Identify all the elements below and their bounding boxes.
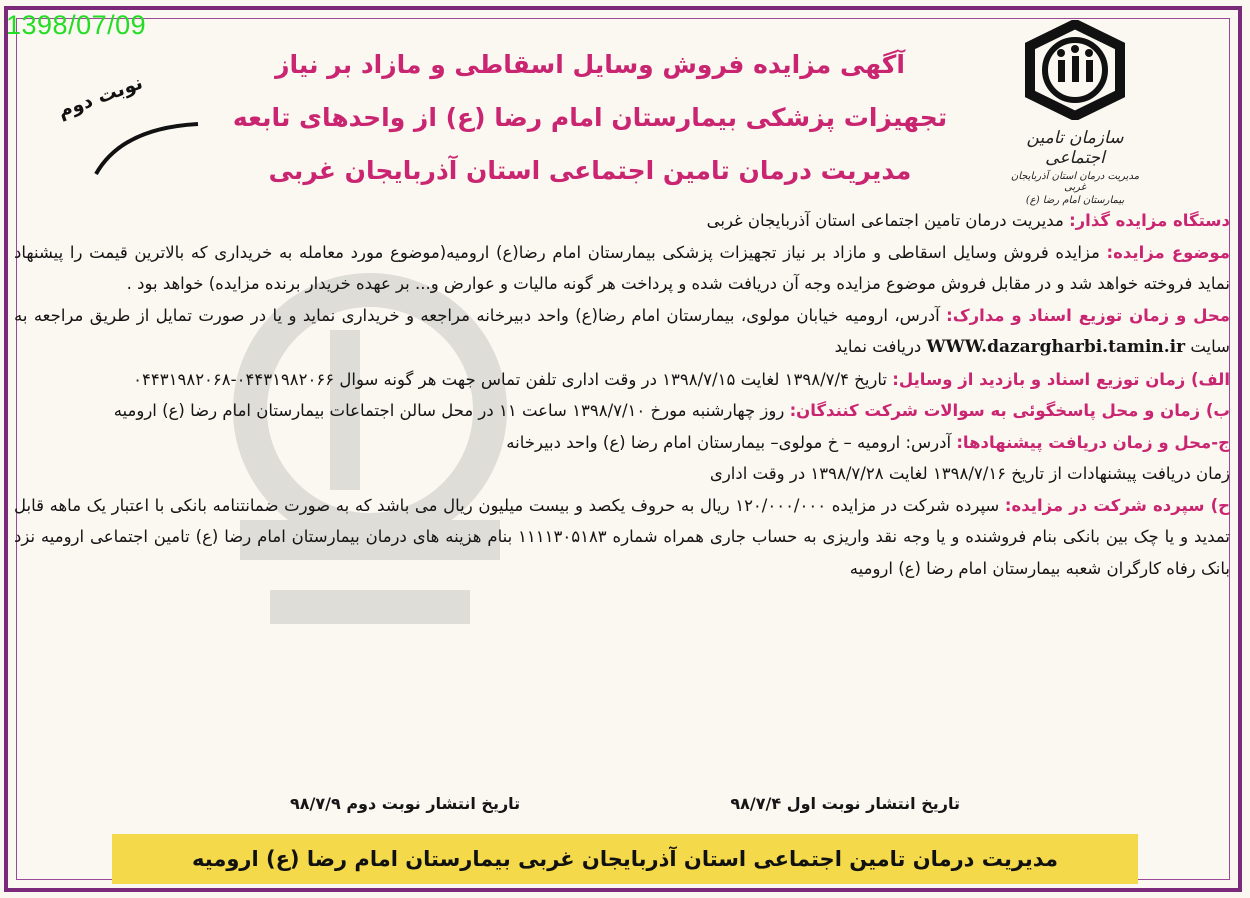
turn-badge: نوبت دوم [54, 71, 146, 123]
logo-org-name: سازمان تامین اجتماعی [1026, 128, 1124, 168]
organization-logo [1000, 20, 1150, 206]
visit-label: الف) زمان توزیع اسناد و بازدید از وسایل: [892, 369, 1230, 389]
header-titles [230, 38, 950, 197]
logo-subtitle-2: بیمارستان امام رضا (ع) [1025, 195, 1125, 206]
section-visit [14, 364, 1230, 396]
proposals-label: ج-محل و زمان دریافت پیشنهادها: [956, 432, 1230, 452]
deposit-label: ح) سپرده شرکت در مزایده: [1004, 495, 1230, 515]
subject-text: مزایده فروش وسایل اسقاطی و مازاد بر نیاز تجهیزات پزشکی بیمارستان امام رضا(ع) ارومیه(موضوع مورد معامله به خریداری که بالاترین قیمت را پیشنهاد نماید فروخته خواهد شد و در مقابل فروش موضوع مزایده وجه آن دریافت شده و پرداخت هر گونه مالیات و عوارض و... بر عهده خریدار برنده مزایده) خواهد بود . [14, 242, 1230, 293]
announcement-body [14, 205, 1230, 584]
title-line-1: آگهی مزایده فروش وسایل اسقاطی و مازاد بر نیاز [275, 50, 905, 79]
section-questions [14, 395, 1230, 427]
auctioneer-label: دستگاه مزایده گذار: [1069, 211, 1230, 230]
website-link[interactable]: WWW.dazargharbi.tamin.ir [926, 337, 1186, 357]
auctioneer-text: مدیریت درمان تامین اجتماعی استان آذربایجان غربی [706, 211, 1070, 230]
distribution-label: محل و زمان توزیع اسناد و مدارک: [946, 305, 1230, 325]
publish-dates [290, 794, 960, 813]
section-auctioneer [14, 205, 1230, 237]
proposals-text: آدرس: ارومیه – خ مولوی– بیمارستان امام رضا (ع) واحد دبیرخانه [506, 432, 957, 452]
subject-label: موضوع مزایده: [1106, 242, 1230, 262]
questions-label: ب) زمان و محل پاسخگوئی به سوالات شرکت کنندگان: [789, 401, 1230, 420]
publish-first: تاریخ انتشار نوبت اول ۹۸/۷/۴ [730, 794, 960, 813]
logo-subtitle-1: مدیریت درمان استان آذربایجان غربی [1010, 171, 1140, 193]
section-proposals [14, 427, 1230, 459]
questions-text: روز چهارشنبه مورخ ۱۳۹۸/۷/۱۰ ساعت ۱۱ در محل سالن اجتماعات بیمارستان امام رضا (ع) ارومیه [113, 401, 790, 420]
visit-text: تاریخ ۱۳۹۸/۷/۴ لغایت ۱۳۹۸/۷/۱۵ در وقت اداری تلفن تماس جهت هر گونه سوال ۰۴۴۳۱۹۸۲۰۶۶-۰۴۴۳۱۹۸۲۰۶۸ [133, 369, 893, 389]
proposals-time-text: زمان دریافت پیشنهادات از تاریخ ۱۳۹۸/۷/۱۶ لغایت ۱۳۹۸/۷/۲۸ در وقت اداری [709, 464, 1230, 483]
publish-second: تاریخ انتشار نوبت دوم ۹۸/۷/۹ [290, 794, 521, 813]
section-deposit [14, 490, 1230, 585]
title-line-2: تجهیزات پزشکی بیمارستان امام رضا (ع) از واحدهای تابعه [232, 103, 948, 132]
section-proposals-time [14, 458, 1230, 490]
deposit-text: سپرده شرکت در مزایده ۱۲۰/۰۰۰/۰۰۰ ریال به حروف یکصد و بیست میلیون ریال می باشد که به صورت ضمانتنامه بانکی با اعتبار یک ماهه قابل تمدید و یا چک بین بانکی بنام فروشنده و یا وجه نقد واریزی به حساب جاری همراه شماره ۱۱۱۱۳۰۵۱۸۳ بنام هزینه های درمان بیمارستان امام رضا (ع) تامین اجتماعی ارومیه نزد بانک رفاه کارگران شعبه بیمارستان امام رضا (ع) ارومیه [14, 495, 1230, 578]
distribution-text-after: دریافت نماید [834, 337, 927, 356]
date-stamp: 1398/07/09 [6, 10, 147, 40]
distribution-text: آدرس، ارومیه خیابان مولوی، بیمارستان امام رضا(ع) واحد دبیرخانه مراجعه و خریداری نماید و یا در صورت تمایل از طریق مراجعه به سایت [14, 305, 1230, 356]
title-line-3: مدیریت درمان تامین اجتماعی استان آذربایجان غربی [268, 156, 912, 185]
footer-banner: مدیریت درمان تامین اجتماعی استان آذربایجان غربی بیمارستان امام رضا (ع) ارومیه [112, 834, 1138, 884]
badge-curve-icon [92, 118, 202, 178]
section-distribution [14, 300, 1230, 364]
section-subject [14, 237, 1230, 300]
tamin-logo-icon [1020, 20, 1130, 120]
